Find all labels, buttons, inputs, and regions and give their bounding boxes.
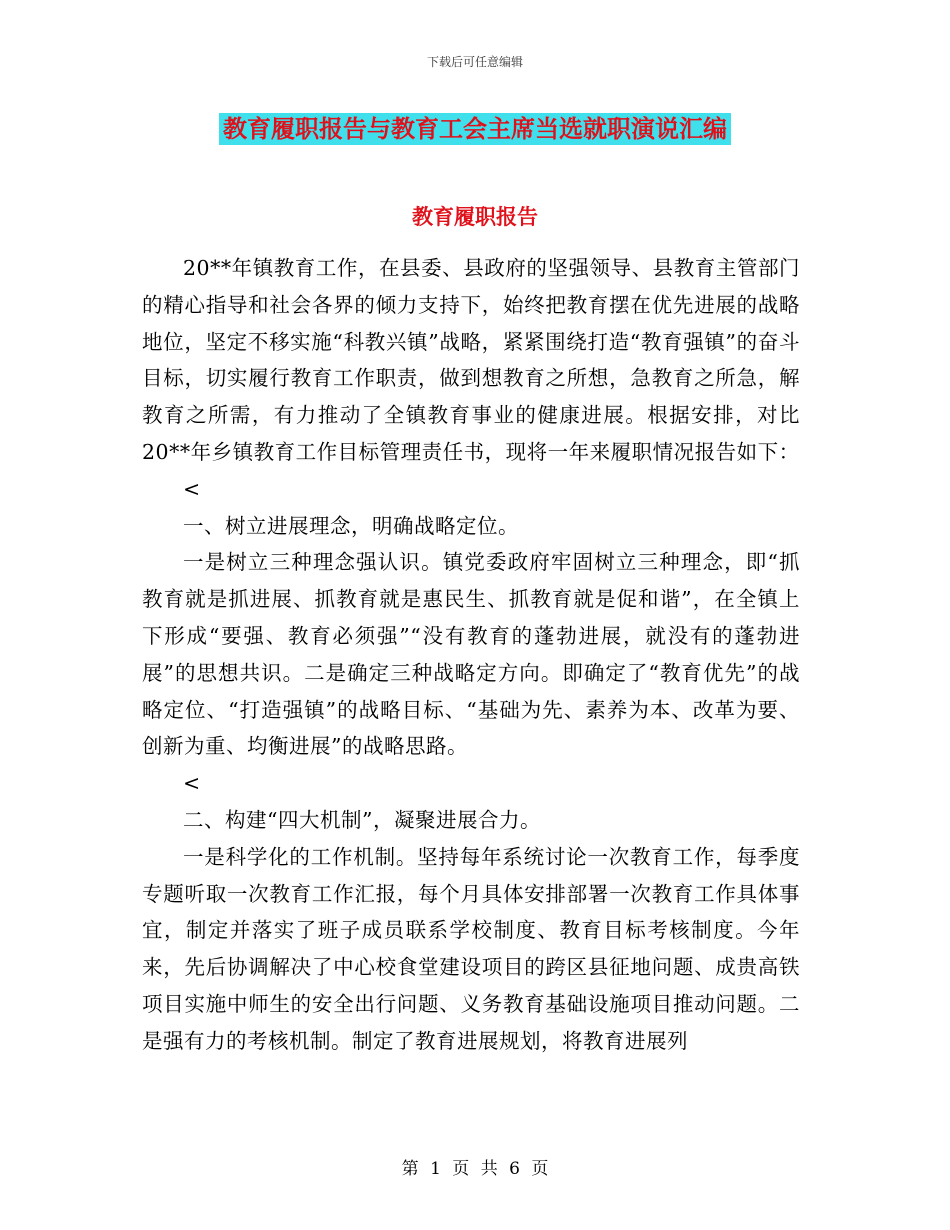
- paragraph-body-2: 一是科学化的工作机制。坚持每年系统讨论一次教育工作，每季度专题听取一次教育工作汇报，每个月具体安排部署一次教育工作具体事宜，制定并落实了班子成员联系学校制度、教育目标考核制度。今年来，先后协调解决了中心校食堂建设项目的跨区县征地问题、成贵高铁项目实施中师生的安全出行问题、义务教育基础设施项目推动问题。二是强有力的考核机制。制定了教育进展规划，将教育进展列: [142, 844, 800, 1053]
- page-number: 第 1 页 共 6 页: [401, 1159, 549, 1179]
- main-title-wrap: [0, 113, 950, 145]
- header-note: 下载后可任意编辑: [426, 55, 523, 69]
- paragraph-heading-1: 一、树立进展理念，明确战略定位。: [183, 513, 519, 538]
- paragraph-mark: <: [183, 476, 201, 501]
- document-body: [142, 250, 800, 1060]
- paragraph-mark: <: [183, 771, 201, 796]
- main-title: 教育履职报告与教育工会主席当选就职演说汇编: [219, 113, 731, 145]
- section-title: 教育履职报告: [412, 205, 538, 229]
- paragraph-heading-2: 二、构建“四大机制”，凝聚进展合力。: [183, 807, 541, 832]
- paragraph-intro: 20**年镇教育工作，在县委、县政府的坚强领导、县教育主管部门的精心指导和社会各界的倾力支持下，始终把教育摆在优先进展的战略地位，坚定不移实施“科教兴镇”战略，紧紧围绕打造“教育强镇”的奋斗目标，切实履行教育工作职责，做到想教育之所想，急教育之所急，解教育之所需，有力推动了全镇教育事业的健康进展。根据安排，对比20**年乡镇教育工作目标管理责任书，现将一年来履职情况报告如下：: [142, 256, 800, 464]
- paragraph-body-1: 一是树立三种理念强认识。镇党委政府牢固树立三种理念，即“抓教育就是抓进展、抓教育就是惠民生、抓教育就是促和谐”，在全镇上下形成“要强、教育必须强”“没有教育的蓬勃进展，就没有的蓬勃进展”的思想共识。二是确定三种战略定方向。即确定了“教育优先”的战略定位、“打造强镇”的战略目标、“基础为先、素养为本、改革为要、创新为重、均衡进展”的战略思路。: [142, 550, 800, 759]
